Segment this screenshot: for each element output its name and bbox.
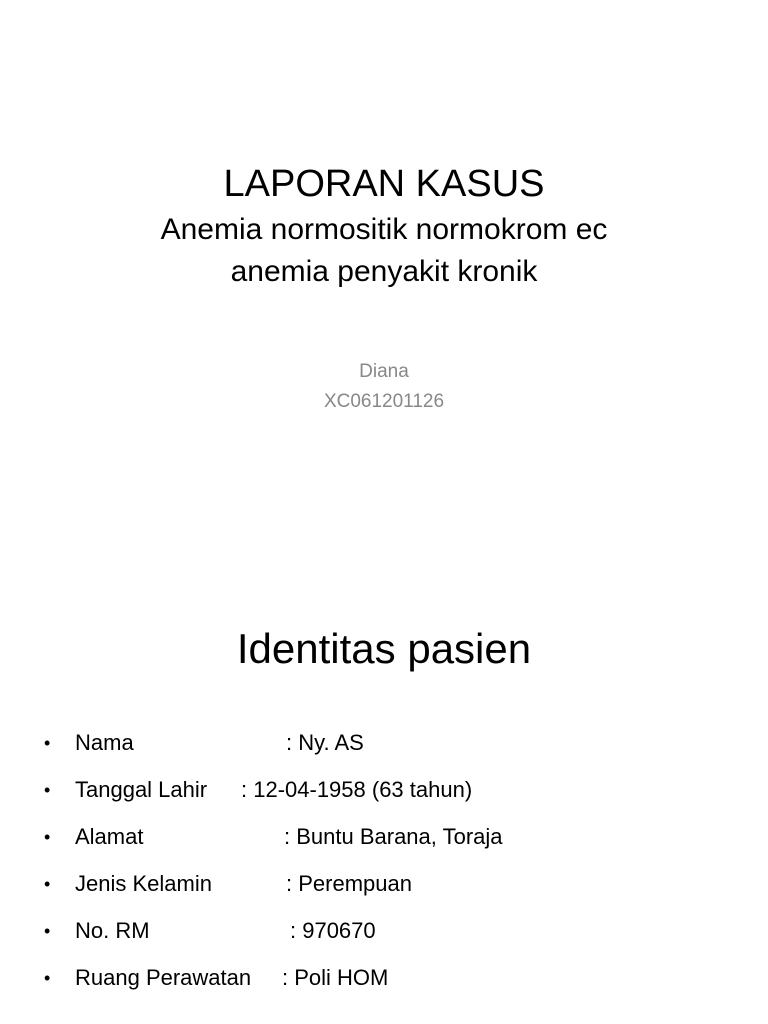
list-item-nama [44,726,744,773]
bullet-icon: • [44,921,51,941]
report-title: LAPORAN KASUS [223,163,545,205]
bullet-icon: • [44,874,51,894]
list-item-jenis-kelamin [44,867,744,914]
field-value: : Perempuan [286,871,412,896]
field-label: No. RM [75,918,150,943]
list-item-alamat [44,820,744,867]
author-student-id: XC061201126 [323,391,445,412]
field-value: : Buntu Barana, Toraja [284,824,503,849]
patient-info-list [44,726,744,1008]
field-label: Jenis Kelamin [75,871,212,896]
field-label: Tanggal Lahir [75,777,208,802]
bullet-icon: • [44,968,51,988]
list-item-tanggal-lahir [44,773,744,820]
field-label: Nama [75,730,134,755]
report-subtitle-line-2: anemia penyakit kronik [230,255,538,288]
patient-identity-slide [0,576,768,1024]
field-label: Alamat [75,824,144,849]
author-name: Diana [359,361,409,382]
bullet-icon: • [44,780,51,800]
bullet-icon: • [44,733,51,753]
list-item-no-rm [44,914,744,961]
field-label: Ruang Perawatan [75,965,252,990]
field-value: : 970670 [290,918,376,943]
field-value: : 12-04-1958 (63 tahun) [241,777,473,802]
field-value: : Poli HOM [282,965,389,990]
field-value: : Ny. AS [286,730,364,755]
section-title: Identitas pasien [236,625,532,672]
report-subtitle-line-1: Anemia normositik normokrom ec [160,213,608,246]
list-item-ruang-perawatan [44,961,744,1008]
bullet-icon: • [44,827,51,847]
